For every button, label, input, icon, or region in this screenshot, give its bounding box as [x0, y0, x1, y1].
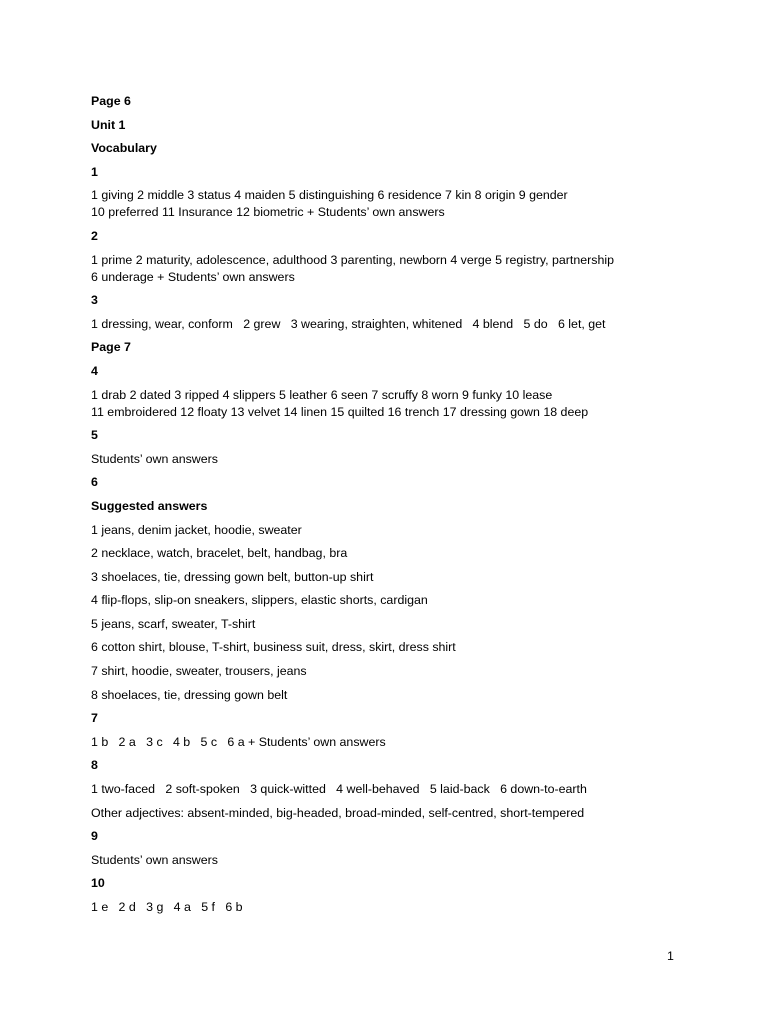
answer-line: 1 jeans, denim jacket, hoodie, sweater [91, 522, 302, 537]
section-heading: 9 [91, 829, 98, 844]
section-heading: 6 [91, 475, 98, 490]
answer-line: 1 two-faced 2 soft-spoken 3 quick-witted 4 well-behaved 5 laid-back 6 down-to-earth [91, 782, 587, 797]
answer-line: 4 flip-flops, slip-on sneakers, slippers, elastic shorts, cardigan [91, 593, 428, 608]
section-heading: 7 [91, 711, 98, 726]
answer-line: 1 dressing, wear, conform 2 grew 3 wearing, straighten, whitened 4 blend 5 do 6 let, get [91, 316, 606, 331]
section-heading: Suggested answers [91, 498, 208, 513]
answer-line: 1 prime 2 maturity, adolescence, adulthood 3 parenting, newborn 4 verge 5 registry, partnership 6 underage + Students’ own answers [91, 252, 614, 284]
answer-key-content [91, 93, 691, 923]
answer-line: Students’ own answers [91, 451, 218, 466]
answer-line: 3 shoelaces, tie, dressing gown belt, button-up shirt [91, 569, 374, 584]
section-heading: Page 6 [91, 94, 131, 108]
page-number: 1 [667, 949, 674, 963]
section-heading: Page 7 [91, 340, 131, 355]
answer-line: 5 jeans, scarf, sweater, T-shirt [91, 616, 256, 631]
section-heading: 5 [91, 428, 98, 443]
answer-line: 1 drab 2 dated 3 ripped 4 slippers 5 leather 6 seen 7 scruffy 8 worn 9 funky 10 lease 11 embroidered 12 floaty 13 velvet 14 linen 15 quilted 16 trench 17 dressing gown 18 deep [91, 387, 589, 419]
section-heading: 4 [91, 363, 98, 378]
answer-line: 6 cotton shirt, blouse, T-shirt, business suit, dress, skirt, dress shirt [91, 640, 456, 655]
answer-line: Students’ own answers [91, 852, 218, 867]
section-heading: 3 [91, 293, 98, 308]
answer-line: 2 necklace, watch, bracelet, belt, handbag, bra [91, 546, 348, 561]
section-heading: Unit 1 [91, 117, 126, 132]
answer-line: 8 shoelaces, tie, dressing gown belt [91, 687, 288, 702]
answer-line: 1 giving 2 middle 3 status 4 maiden 5 distinguishing 6 residence 7 kin 8 origin 9 gender 10 preferred 11 Insurance 12 biometric + Students’ own answers [91, 188, 568, 220]
section-heading: 8 [91, 758, 98, 773]
answer-line: 1 b 2 a 3 c 4 b 5 c 6 a + Students’ own answers [91, 734, 386, 749]
section-heading: 1 [91, 164, 98, 179]
answer-line: 7 shirt, hoodie, sweater, trousers, jeans [91, 664, 307, 679]
answer-line: Other adjectives: absent-minded, big-headed, broad-minded, self-centred, short-tempered [91, 805, 585, 820]
section-heading: 2 [91, 228, 98, 243]
answer-line: 1 e 2 d 3 g 4 a 5 f 6 b [91, 900, 243, 914]
section-heading: 10 [91, 876, 105, 891]
section-heading: Vocabulary [91, 141, 157, 156]
